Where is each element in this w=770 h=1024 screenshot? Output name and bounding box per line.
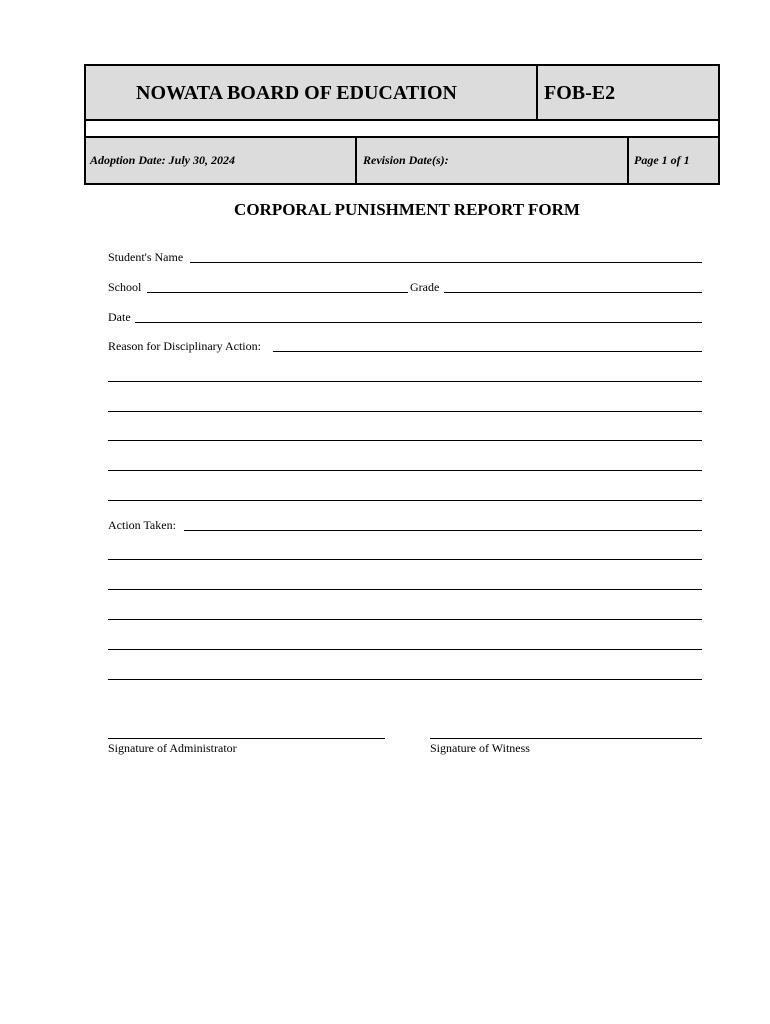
school-field[interactable] (147, 292, 408, 293)
grade-label: Grade (410, 280, 440, 294)
school-label: School (108, 280, 142, 294)
revision-dates: Revision Date(s): (363, 153, 449, 167)
reason-line[interactable] (108, 500, 702, 501)
admin-signature-line[interactable] (108, 738, 385, 739)
action-line[interactable] (108, 679, 702, 680)
admin-signature-label: Signature of Administrator (108, 741, 237, 755)
form-code: FOB-E2 (544, 82, 616, 104)
date-label: Date (108, 310, 131, 324)
action-line[interactable] (108, 589, 702, 590)
reason-field[interactable] (273, 351, 702, 352)
date-field[interactable] (135, 322, 702, 323)
page-number: Page 1 of 1 (634, 153, 690, 167)
form-title: CORPORAL PUNISHMENT REPORT FORM (234, 200, 580, 219)
student-name-field[interactable] (190, 262, 702, 263)
reason-label: Reason for Disciplinary Action: (108, 339, 261, 353)
reason-line[interactable] (108, 470, 702, 471)
action-label: Action Taken: (108, 518, 176, 532)
grade-field[interactable] (444, 292, 702, 293)
student-name-label: Student's Name (108, 250, 184, 264)
witness-signature-line[interactable] (430, 738, 702, 739)
action-line[interactable] (108, 649, 702, 650)
reason-line[interactable] (108, 440, 702, 441)
action-line[interactable] (108, 619, 702, 620)
action-field[interactable] (184, 530, 702, 531)
adoption-date: Adoption Date: July 30, 2024 (90, 153, 236, 167)
reason-line[interactable] (108, 411, 702, 412)
witness-signature-label: Signature of Witness (430, 741, 530, 755)
action-line[interactable] (108, 559, 702, 560)
reason-line[interactable] (108, 381, 702, 382)
organization-name: NOWATA BOARD OF EDUCATION (136, 82, 457, 104)
